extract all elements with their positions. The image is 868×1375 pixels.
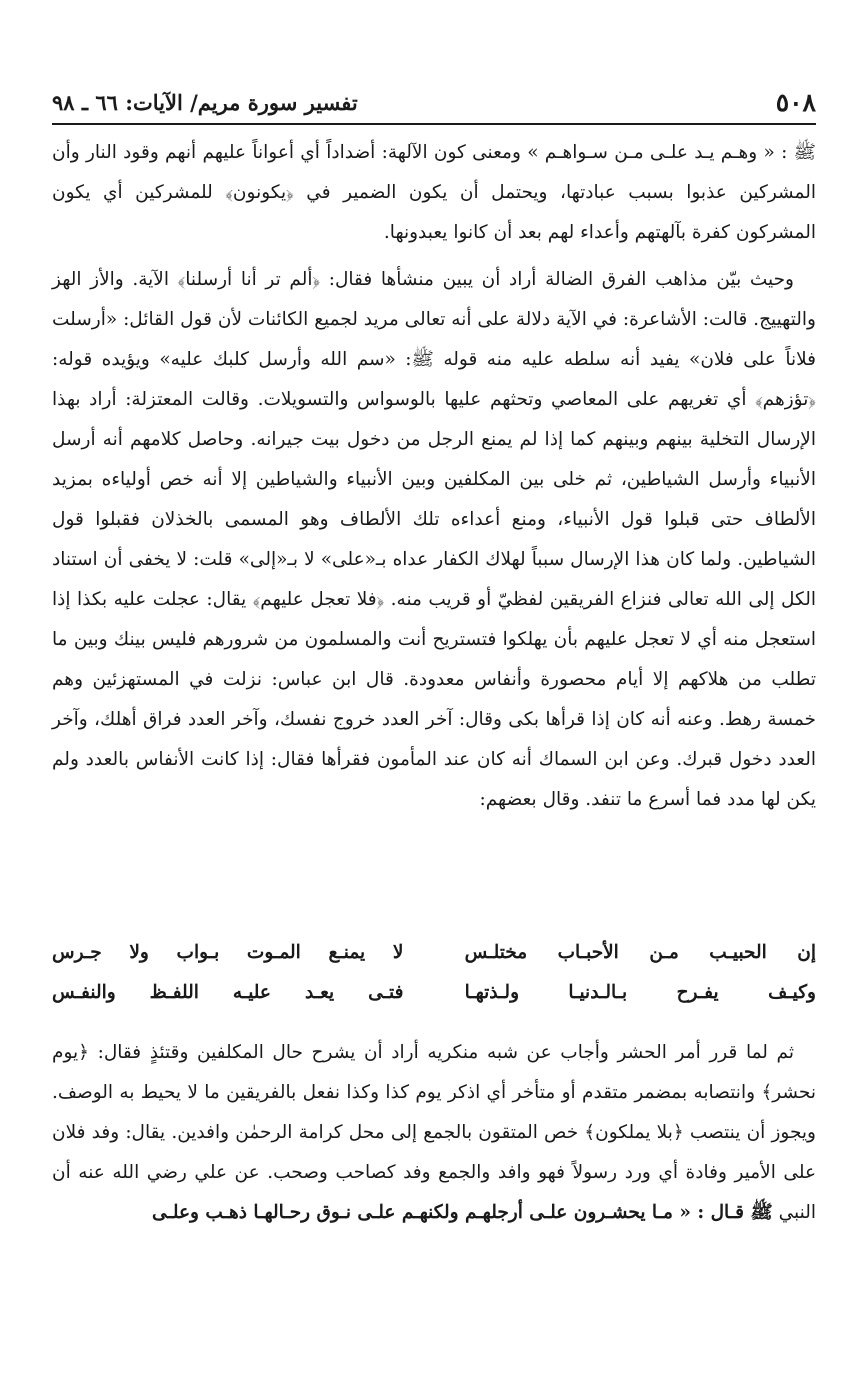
paragraph-2-line-3: الكائنات لأن قول القائل: «أرسلت فلاناً على فلان» يفيد أنه سلطه عليه منه قوله ﷺ: «سم الله [52, 309, 816, 370]
paragraph-2-line-2: الآية. والأز الهز والتهييج. قالت: الأشاعرة: في الآية دلالة على أنه تعالى مريد لجميع [52, 269, 816, 330]
paragraph-2-line-9: هذا الإرسال سبباً لهلاك الكفار عداه بـ«على» لا بـ«إلى» قلت: لا يخفى أن استناد الكل إلى [52, 549, 816, 610]
paragraph-2-line-4: وأرسل كلبك عليه» ويؤيده قوله: ﴿تؤزهم﴾ أي تغريهم على المعاصي وتحثهم عليها [52, 349, 816, 410]
paragraph-3-line-4: بالجمع إلى محل كرامة الرحمٰن وافدين. يقال: وفد فلان على الأمير وفادة أي ورد [52, 1122, 817, 1183]
running-title: تفسير سورة مريم/ الآيات: ٦٦ ـ ٩٨ [52, 90, 358, 115]
paragraph-3-line-5: رسولاً فهو وافد والجمع وفد كصاحب وصحب. عن علي رضي الله عنه أن النبي [52, 1162, 816, 1223]
paragraph-2-line-15: فقرأها فقال: إذا كانت الأنفاس بالعدد ولم يكن لها مدد فما أسرع ما تنفد. وقال بعضهم: [52, 749, 816, 810]
paragraph-2-line-8: الأنبياء، ومنع أعداءه تلك الألطاف وهو المسمى بالخذلان فقبلوا قول الشياطين. ولما كان [52, 509, 817, 570]
page-header [52, 86, 816, 120]
main-text-lower [52, 1033, 816, 1233]
paragraph-1-line-1: ﷺ : « وهـم يـد علـى مـن سـواهـم » ومعنى كون الآلهة: أضداداً أي أعواناً عليهم [202, 142, 816, 163]
paragraph-2-line-12: وبين ما تطلب من هلاكهم إلا أيام محصورة وأنفاس معدودة. قال ابن عباس: نزلت في [52, 629, 816, 690]
verse-2-first-hemistich: وكيـف يفـرح بـالـدنيـا ولـذتهـا [464, 982, 816, 1003]
paragraph-2-line-10: الله تعالى فنزاع الفريقين لفظيّ أو قريب منه. ﴿فلا تعجل عليهم﴾ يقال: عجلت عليه بكذا إذا [52, 589, 742, 610]
paragraph-1 [52, 133, 816, 253]
poem-verse [52, 933, 816, 973]
paragraph-2-line-11: استعجل منه أي لا تعجل عليهم بأن يهلكوا فتستريح أنت والمسلمون من شرورهم فليس بينك [113, 629, 816, 650]
header-rule [52, 123, 816, 125]
paragraph-2-line-6: يمنع الرجل من دخول بيت جيرانه. وحاصل كلامهم أنه أرسل الأنبياء وأرسل الشياطين، ثم [52, 429, 816, 490]
paragraph-3-line-2: فقال: ﴿يوم نحشر﴾ وانتصابه بمضمر متقدم أو متأخر أي اذكر يوم كذا وكذا نفعل [52, 1042, 816, 1103]
paragraph-2-line-1: وحيث بيّن مذاهب الفرق الضالة أراد أن يبين منشأها فقال: ﴿ألم تر أنا أرسلنا﴾ [177, 269, 794, 290]
paragraph-2-line-7: خلى بين المكلفين وبين الأنبياء والشياطين إلا أنه خص أولياءه بمزيد الألطاف حتى قبلوا قول [52, 469, 816, 530]
paragraph-3-line-3: بالفريقين ما لا يحيط به الوصف. ويجوز أن ينتصب ﴿بلا يملكون﴾ خص المتقون [52, 1082, 816, 1143]
main-text-upper [52, 133, 816, 820]
paragraph-3-line-1: ثم لما قرر أمر الحشر وأجاب عن شبه منكريه أراد أن يشرح حال المكلفين وقتئذٍ [149, 1042, 794, 1063]
poem-verse [52, 973, 816, 1013]
verse-1-first-hemistich: إن الحبيـب مـن الأحبـاب مختلـس [464, 942, 816, 963]
paragraph-2-line-14: وآخر العدد فراق أهلك، وآخر العدد دخول قبرك. وعن ابن السماك أنه كان عند المأمون [52, 709, 817, 770]
paragraph-1-line-4: يعبدونها. [383, 222, 448, 243]
page-number: ٥٠٨ [775, 88, 816, 117]
paragraph-3-line-6: ﷺ قـال : « مـا يحشـرون علـى أرجلهـم ولكنهـم علـى نـوق رحـالهـا ذهـب وعلـى [152, 1202, 773, 1223]
verse-1-second-hemistich: لا يمنـع المـوت بـواب ولا جـرس [52, 942, 404, 963]
paragraph-2 [52, 260, 816, 820]
paragraph-1-line-2: أنهم وقود النار وأن المشركين عذبوا بسبب عبادتها، ويحتمل أن يكون الضمير في [52, 142, 817, 203]
paragraph-2-line-5: بالوسواس والتسويلات. وقالت المعتزلة: أراد بهذا الإرسال التخلية بينهم وبينهم كما إذا لم [52, 389, 816, 450]
verse-2-second-hemistich: فتـى يعـد عليـه اللفـظ والنفـس [52, 982, 404, 1003]
paragraph-1-line-3: ﴿يكونون﴾ للمشركين أي يكون المشركون كفرة بآلهتهم وأعداء لهم بعد أن كانوا [52, 182, 816, 243]
paragraph-3 [52, 1033, 816, 1233]
poem [52, 933, 816, 1013]
paragraph-2-line-13: المستهزئين وهم خمسة رهط. وعنه أنه كان إذا قرأها بكى وقال: آخر العدد خروج نفسك، [52, 669, 816, 730]
